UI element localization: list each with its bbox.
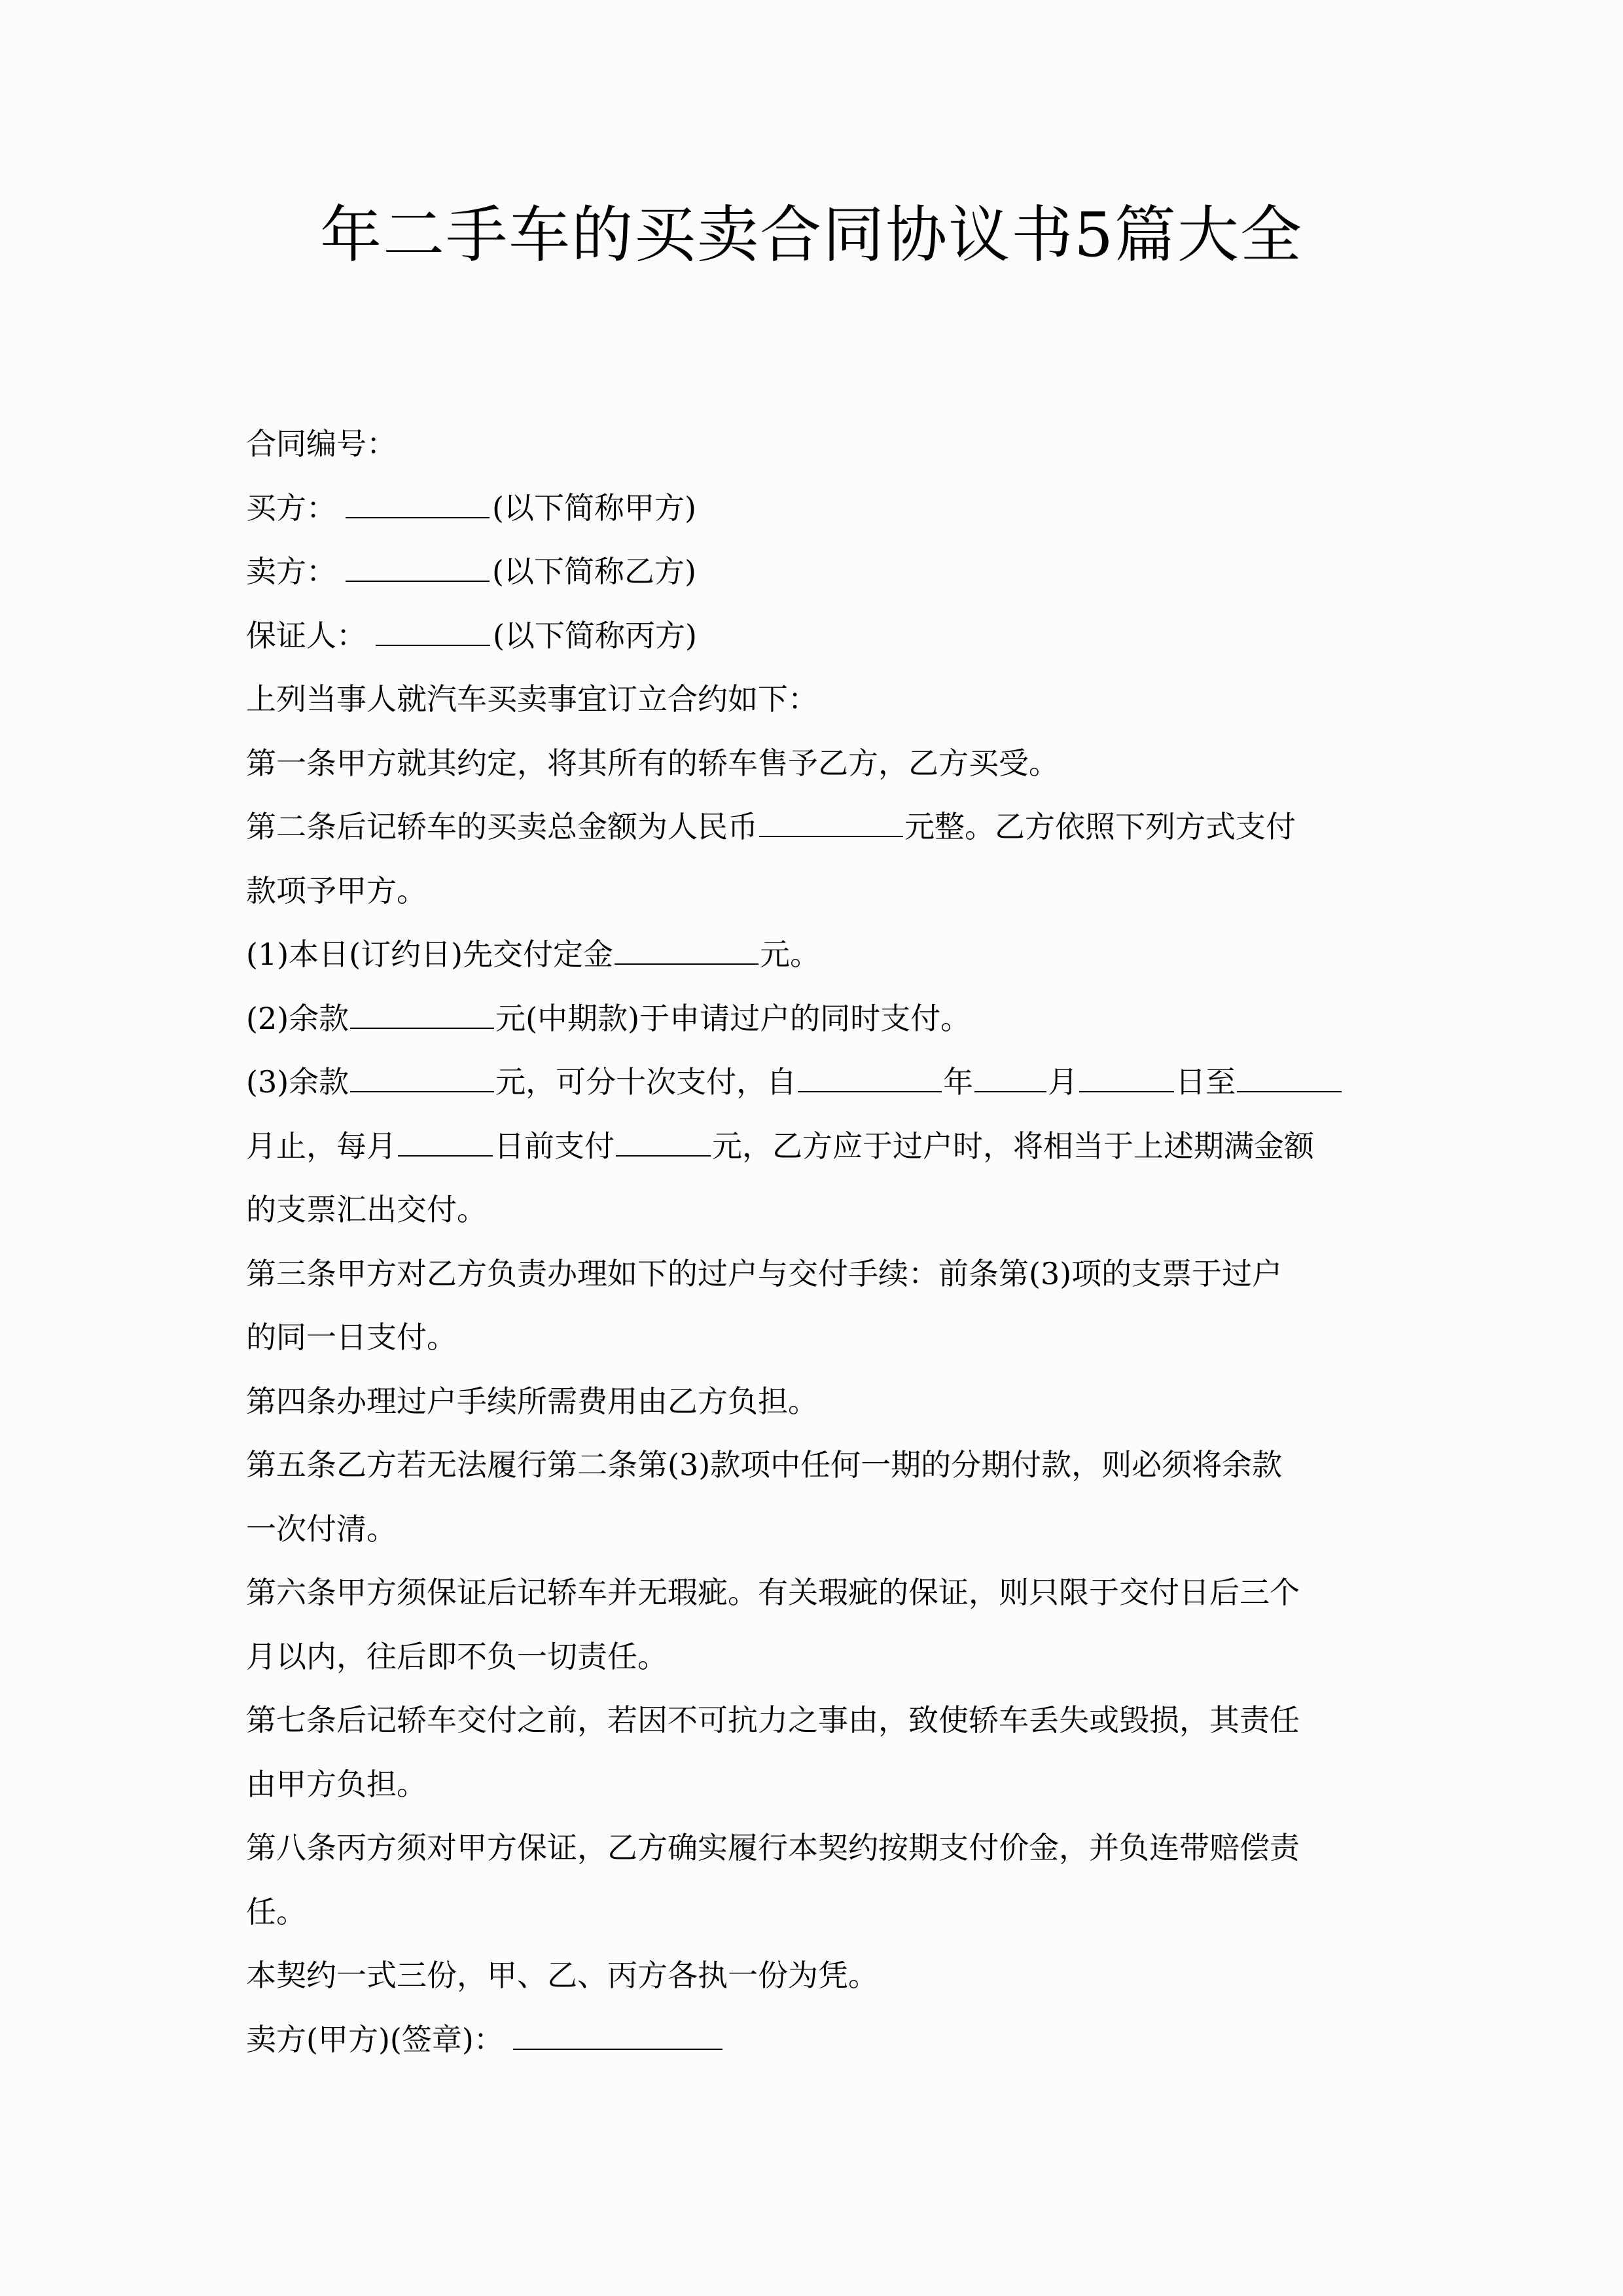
item-2-text-2: 元(中期款)于申请过户的同时支付。 xyxy=(495,1000,971,1036)
item-3-text-2: 元，可分十次支付，自 xyxy=(495,1064,797,1100)
item-3-text-8: 元，乙方应于过户时，将相当于上述期满金额 xyxy=(712,1128,1314,1164)
item-3-text-4: 月 xyxy=(1048,1064,1079,1100)
article-7-text-1: 第七条后记轿车交付之前，若因不可抗力之事由，致使轿车丢失或毁损，其责任 xyxy=(246,1702,1300,1738)
contract-body xyxy=(246,412,1380,2072)
article-5-text-2: 一次付清。 xyxy=(246,1511,397,1547)
start-year-blank[interactable] xyxy=(798,1065,942,1092)
article-8-line-1 xyxy=(246,1816,1380,1880)
article-4 xyxy=(246,1370,1380,1434)
article-7-line-2 xyxy=(246,1753,1380,1817)
guarantor-label: 保证人： xyxy=(246,617,366,653)
copies-text: 本契约一式三份，甲、乙、丙方各执一份为凭。 xyxy=(246,1958,878,1993)
intro-line xyxy=(246,668,1380,732)
article-3-text-1: 第三条甲方对乙方负责办理如下的过户与交付手续：前条第(3)项的支票于过户 xyxy=(246,1255,1283,1291)
item-1-text-2: 元。 xyxy=(760,937,821,972)
article-2-line-2 xyxy=(246,859,1380,924)
guarantor-name-blank[interactable] xyxy=(376,619,490,646)
article-6-line-2 xyxy=(246,1625,1380,1689)
item-3-line-3 xyxy=(246,1178,1380,1242)
article-5-line-1 xyxy=(246,1433,1380,1498)
article-3-text-2: 的同一日支付。 xyxy=(246,1319,457,1355)
guarantor-suffix: (以下简称丙方) xyxy=(493,617,697,653)
article-8-text-1: 第八条丙方须对甲方保证，乙方确实履行本契约按期支付价金，并负连带赔偿责 xyxy=(246,1830,1300,1865)
item-1-text-1: (1)本日(订约日)先交付定金 xyxy=(246,937,614,972)
item-3-text-7: 日前支付 xyxy=(494,1128,615,1164)
guarantor-line xyxy=(246,604,1380,668)
article-2-line-1 xyxy=(246,795,1380,859)
article-1 xyxy=(246,732,1380,796)
seller-label: 卖方： xyxy=(246,554,336,589)
article-3-line-1 xyxy=(246,1242,1380,1306)
item-3-text-3: 年 xyxy=(943,1064,974,1100)
monthly-day-blank[interactable] xyxy=(398,1129,493,1157)
article-2-text-3: 款项予甲方。 xyxy=(246,872,427,908)
item-2-text-1: (2)余款 xyxy=(246,1000,349,1036)
start-day-blank[interactable] xyxy=(1079,1065,1174,1092)
item-3-line-2 xyxy=(246,1115,1380,1179)
seller-name-blank[interactable] xyxy=(346,554,490,582)
item-2 xyxy=(246,987,1380,1051)
buyer-label: 买方： xyxy=(246,490,336,526)
article-6-text-1: 第六条甲方须保证后记轿车并无瑕疵。有关瑕疵的保证，则只限于交付日后三个 xyxy=(246,1575,1300,1610)
item-3-text-6: 月止，每月 xyxy=(246,1128,397,1164)
item-3-text-9: 的支票汇出交付。 xyxy=(246,1192,487,1227)
item-3-text-1: (3)余款 xyxy=(246,1064,349,1100)
article-2-text-2: 元整。乙方依照下列方式支付 xyxy=(904,809,1296,844)
article-1-text: 第一条甲方就其约定，将其所有的轿车售予乙方，乙方买受。 xyxy=(246,745,1059,781)
copies-line xyxy=(246,1944,1380,2008)
seller-signature-label: 卖方(甲方)(签章)： xyxy=(246,2021,504,2057)
article-2-text-1: 第二条后记轿车的买卖总金额为人民币 xyxy=(246,809,758,844)
buyer-line xyxy=(246,476,1380,541)
seller-signature-line xyxy=(246,2008,1380,2072)
end-month-blank[interactable] xyxy=(1237,1065,1342,1092)
seller-line xyxy=(246,540,1380,604)
item-1 xyxy=(246,923,1380,987)
item-3-line-1 xyxy=(246,1050,1380,1115)
balance-amount-blank[interactable] xyxy=(350,1065,494,1092)
intro-text: 上列当事人就汽车买卖事宜订立合约如下： xyxy=(246,681,818,717)
contract-number-label: 合同编号： xyxy=(246,426,397,461)
document-title: 年二手车的买卖合同协议书5篇大全 xyxy=(320,200,1303,271)
item-3-text-5: 日至 xyxy=(1175,1064,1236,1100)
contract-number-line xyxy=(246,412,1380,476)
article-6-text-2: 月以内，往后即不负一切责任。 xyxy=(246,1638,668,1674)
article-6-line-1 xyxy=(246,1561,1380,1625)
article-4-text: 第四条办理过户手续所需费用由乙方负担。 xyxy=(246,1383,818,1419)
article-8-line-2 xyxy=(246,1880,1380,1945)
midterm-amount-blank[interactable] xyxy=(350,1001,494,1029)
buyer-name-blank[interactable] xyxy=(346,491,490,518)
monthly-amount-blank[interactable] xyxy=(616,1129,711,1157)
seller-signature-blank[interactable] xyxy=(513,2022,722,2050)
article-7-text-2: 由甲方负担。 xyxy=(246,1766,427,1802)
article-5-line-2 xyxy=(246,1498,1380,1562)
total-amount-blank[interactable] xyxy=(759,810,903,837)
start-month-blank[interactable] xyxy=(974,1065,1046,1092)
article-7-line-1 xyxy=(246,1689,1380,1753)
seller-suffix: (以下简称乙方) xyxy=(492,554,696,589)
article-5-text-1: 第五条乙方若无法履行第二条第(3)款项中任何一期的分期付款，则必须将余款 xyxy=(246,1447,1283,1482)
buyer-suffix: (以下简称甲方) xyxy=(492,490,696,526)
article-3-line-2 xyxy=(246,1306,1380,1370)
deposit-amount-blank[interactable] xyxy=(615,937,758,965)
article-8-text-2: 任。 xyxy=(246,1893,306,1929)
